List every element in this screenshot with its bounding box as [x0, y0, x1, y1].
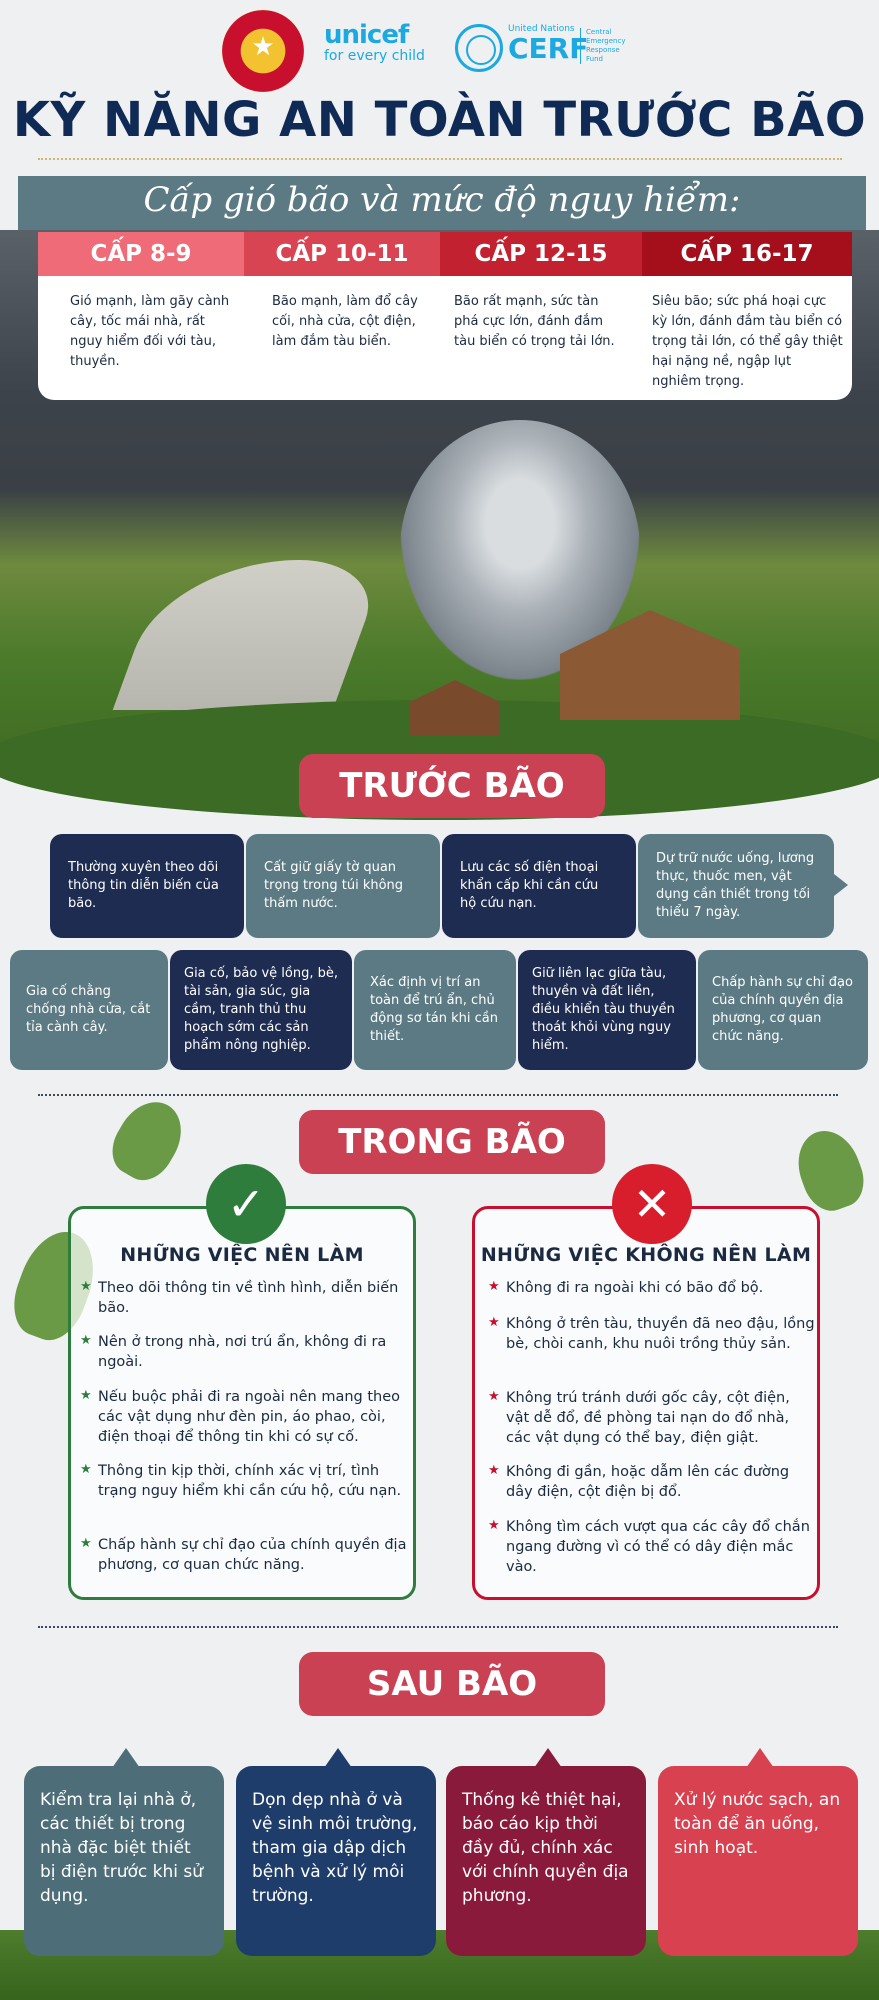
- star-icon: ★: [488, 1315, 500, 1330]
- unicef-name: unicef: [324, 20, 409, 50]
- dont-item: Không đi gần, hoặc dẫm lên các đường dây điện, cột điện bị đổ.: [506, 1464, 790, 1500]
- before-item-text: Dự trữ nước uống, lương thực, thuốc men, vật dụng cần thiết trong tối thiểu 7 ngày.: [656, 851, 815, 920]
- dont-item: Không tìm cách vượt qua các cây đổ chắn ngang đường vì có thể có dây điện mắc vào.: [506, 1519, 810, 1575]
- dont-list-title: NHỮNG VIỆC KHÔNG NÊN LÀM: [480, 1244, 812, 1266]
- before-item: [50, 834, 244, 938]
- star-icon: ★: [80, 1462, 92, 1477]
- level-description: Siêu bão; sức phá hoại cực kỳ lớn, đánh đắm tàu biển có trọng tải lớn, có thể gây thiệt hại nặng nề, ngập lụt nghiêm trọng.: [652, 294, 843, 389]
- cerf-description: Central Emergency Response Fund: [580, 28, 624, 64]
- storm-levels-table: [38, 232, 852, 400]
- before-item: [10, 950, 168, 1070]
- before-item: [638, 834, 834, 938]
- unicef-tagline: for every child: [324, 48, 425, 64]
- star-icon: ★: [488, 1518, 500, 1533]
- after-item: [24, 1766, 224, 1956]
- before-item-text: Xác định vị trí an toàn để trú ẩn, chủ động sơ tán khi cần thiết.: [370, 975, 498, 1044]
- after-item-text: Thống kê thiệt hại, báo cáo kịp thời đầy đủ, chính xác với chính quyền địa phương.: [462, 1790, 629, 1906]
- after-item-text: Xử lý nước sạch, an toàn để ăn uống, sinh hoạt.: [674, 1790, 841, 1858]
- check-icon: ✓: [206, 1164, 286, 1244]
- tree-illustration: [102, 1090, 194, 1189]
- level-description: Bão rất mạnh, sức tàn phá cực lớn, đánh đắm tàu biển có trọng tải lớn.: [454, 294, 615, 349]
- unicef-logo: [324, 20, 425, 64]
- level-header: CẤP 10-11: [244, 232, 440, 276]
- star-icon: ★: [80, 1388, 92, 1403]
- before-item: [698, 950, 868, 1070]
- before-item-text: Lưu các số điện thoại khẩn cấp khi cần cứu hộ cứu nạn.: [460, 860, 599, 911]
- star-icon: ★: [251, 32, 275, 62]
- level-description: Bão mạnh, làm đổ cây cối, nhà cửa, cột điện, làm đắm tàu biển.: [272, 294, 418, 349]
- before-item-text: Gia cố, bảo vệ lồng, bè, tài sản, gia súc, gia cầm, tranh thủ thu hoạch sớm các sản phẩm nông nghiệp.: [184, 966, 338, 1053]
- before-item: [170, 950, 352, 1070]
- dont-item: Không đi ra ngoài khi có bão đổ bộ.: [506, 1280, 764, 1296]
- level-description: Gió mạnh, làm gãy cành cây, tốc mái nhà, rất nguy hiểm đối với tàu, thuyền.: [70, 294, 230, 369]
- after-item: [236, 1766, 436, 1956]
- do-list-title: NHỮNG VIỆC NÊN LÀM: [120, 1244, 364, 1266]
- page-title: KỸ NĂNG AN TOÀN TRƯỚC BÃO: [12, 92, 867, 148]
- pointer-icon: [746, 1748, 774, 1768]
- after-item: [446, 1766, 646, 1956]
- before-item-text: Gia cố chằng chống nhà cửa, cắt tỉa cành cây.: [26, 984, 151, 1035]
- divider: [38, 1094, 838, 1096]
- before-item-text: Giữ liên lạc giữa tàu, thuyền và đất liền, điều khiển tàu thuyền thoát khỏi vùng nguy hiểm.: [532, 966, 675, 1053]
- pointer-icon: [112, 1748, 140, 1768]
- before-item: [442, 834, 636, 938]
- do-item: Nên ở trong nhà, nơi trú ẩn, không đi ra ngoài.: [98, 1334, 387, 1370]
- before-item: [518, 950, 696, 1070]
- before-item-text: Thường xuyên theo dõi thông tin diễn biến của bão.: [68, 860, 219, 911]
- cross-icon: ✕: [612, 1164, 692, 1244]
- before-item: [246, 834, 440, 938]
- before-section-title: TRƯỚC BÃO: [299, 754, 605, 818]
- star-icon: ★: [488, 1463, 500, 1478]
- star-icon: ★: [80, 1536, 92, 1551]
- after-item-text: Dọn dẹp nhà ở và vệ sinh môi trường, tham gia dập dịch bệnh và xử lý môi trường.: [252, 1790, 418, 1906]
- un-globe-icon: [455, 24, 503, 72]
- divider: [38, 158, 842, 160]
- do-item: Nếu buộc phải đi ra ngoài nên mang theo các vật dụng như đèn pin, áo phao, còi, điện thoại để thông tin khi có sự cố.: [98, 1389, 401, 1445]
- dont-item: Không trú tránh dưới gốc cây, cột điện, vật dễ đổ, đề phòng tai nạn do đổ nhà, các vật dụng có thể bay, điện giật.: [506, 1390, 790, 1446]
- after-item: [658, 1766, 858, 1956]
- arrow-right-icon: [834, 874, 848, 896]
- cerf-org: United Nations: [508, 24, 575, 34]
- before-item-text: Cất giữ giấy tờ quan trọng trong túi không thấm nước.: [264, 860, 404, 911]
- divider: [38, 1626, 838, 1628]
- pointer-icon: [534, 1748, 562, 1768]
- do-item: Theo dõi thông tin về tình hình, diễn biến bão.: [98, 1280, 399, 1316]
- during-section-title: TRONG BÃO: [299, 1110, 605, 1174]
- cerf-logo: [508, 24, 588, 63]
- dont-item: Không ở trên tàu, thuyền đã neo đậu, lồng bè, chòi canh, khu nuôi trồng thủy sản.: [506, 1316, 815, 1352]
- star-icon: ★: [80, 1279, 92, 1294]
- star-icon: ★: [488, 1389, 500, 1404]
- levels-banner-text: Cấp gió bão và mức độ nguy hiểm:: [143, 180, 741, 220]
- level-header: CẤP 12-15: [440, 232, 642, 276]
- cerf-name: CERF: [508, 32, 589, 65]
- tree-illustration: [788, 1122, 872, 1218]
- after-section-title: SAU BÃO: [299, 1652, 605, 1716]
- before-item: [354, 950, 516, 1070]
- star-icon: ★: [80, 1333, 92, 1348]
- government-emblem-logo: [222, 10, 304, 92]
- pointer-icon: [324, 1748, 352, 1768]
- do-item: Thông tin kịp thời, chính xác vị trí, tình trạng nguy hiểm khi cần cứu hộ, cứu nạn.: [98, 1463, 402, 1499]
- level-header: CẤP 8-9: [38, 232, 244, 276]
- star-icon: ★: [488, 1279, 500, 1294]
- after-item-text: Kiểm tra lại nhà ở, các thiết bị trong nhà đặc biệt thiết bị điện trước khi sử dụng.: [40, 1790, 204, 1906]
- do-item: Chấp hành sự chỉ đạo của chính quyền địa phương, cơ quan chức năng.: [98, 1537, 407, 1573]
- level-header: CẤP 16-17: [642, 232, 852, 276]
- before-item-text: Chấp hành sự chỉ đạo của chính quyền địa phương, cơ quan chức năng.: [712, 975, 853, 1044]
